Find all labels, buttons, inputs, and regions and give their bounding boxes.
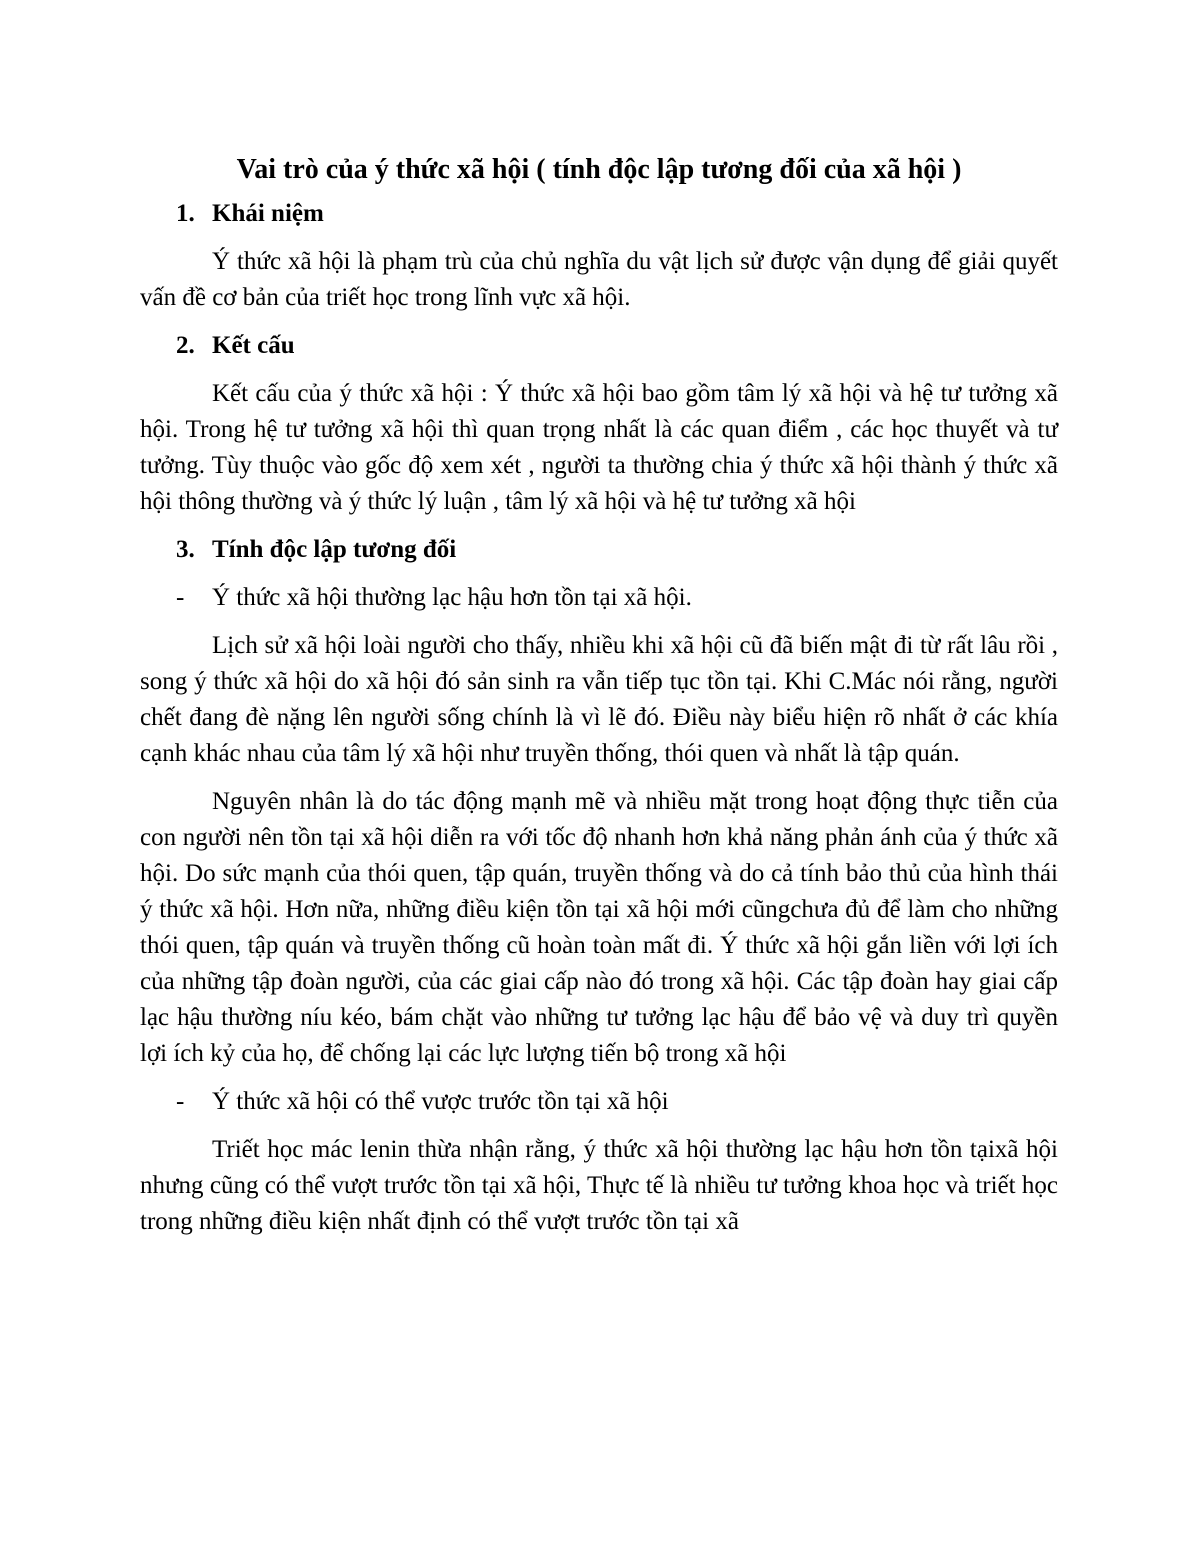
bullet-dash: - — [176, 1088, 185, 1115]
paragraph: Ý thức xã hội là phạm trù của chủ nghĩa du vật lịch sử được vận dụng để giải quyết vấn đề cơ bản của triết học trong lĩnh vực xã hội. — [140, 248, 1058, 311]
document-page — [140, 150, 1058, 1252]
section-heading-text: Kết cấu — [212, 332, 295, 359]
section-heading-relative-independence — [140, 532, 1058, 568]
bullet-item — [140, 1084, 1058, 1120]
section-heading-concept — [140, 196, 1058, 232]
section-number: 3. — [176, 536, 195, 563]
section-number: 1. — [176, 200, 195, 227]
section-heading-structure — [140, 328, 1058, 364]
bullet-text: Ý thức xã hội thường lạc hậu hơn tồn tại xã hội. — [212, 584, 692, 611]
bullet-text: Ý thức xã hội có thể vược trước tồn tại xã hội — [212, 1088, 669, 1115]
section-heading-text: Tính độc lập tương đối — [212, 536, 457, 563]
bullet-dash: - — [176, 584, 185, 611]
paragraph: Nguyên nhân là do tác động mạnh mẽ và nhiều mặt trong hoạt động thực tiễn của con người nên tồn tại xã hội diễn ra với tốc độ nhanh hơn khả năng phản ánh của ý thức xã hội. Do sức mạnh của thói quen, tập quán, truyền thống và do cả tính bảo thủ của hình thái ý thức xã hội. Hơn nữa, những điều kiện tồn tại xã hội mới cũngchưa đủ để làm cho những thói quen, tập quán và truyền thống cũ hoàn toàn mất đi. Ý thức xã hội gắn liền với lợi ích của những tập đoàn người, của các giai cấp nào đó trong xã hội. Các tập đoàn hay giai cấp lạc hậu thường níu kéo, bám chặt vào những tư tưởng lạc hậu để bảo vệ và duy trì quyền lợi ích kỷ của họ, để chống lại các lực lượng tiến bộ trong xã hội — [140, 788, 1058, 1067]
section-heading-text: Khái niệm — [212, 200, 324, 227]
document-title: Vai trò của ý thức xã hội ( tính độc lập tương đối của xã hội ) — [236, 154, 962, 185]
paragraph: Triết học mác lenin thừa nhận rằng, ý thức xã hội thường lạc hậu hơn tồn tạixã hội nhưng cũng có thể vượt trước tồn tại xã hội, Thực tế là nhiều tư tưởng khoa học và triết học trong những điều kiện nhất định có thể vượt trước tồn tại xã — [140, 1136, 1058, 1235]
section-number: 2. — [176, 332, 195, 359]
bullet-item — [140, 580, 1058, 616]
paragraph: Kết cấu của ý thức xã hội : Ý thức xã hội bao gồm tâm lý xã hội và hệ tư tưởng xã hội. Trong hệ tư tưởng xã hội thì quan trọng nhất là các quan điểm , các học thuyết và tư tưởng. Tùy thuộc vào gốc độ xem xét , người ta thường chia ý thức xã hội thành ý thức xã hội thông thường và ý thức lý luận , tâm lý xã hội và hệ tư tưởng xã hội — [140, 380, 1058, 515]
paragraph: Lịch sử xã hội loài người cho thấy, nhiều khi xã hội cũ đã biến mật đi từ rất lâu rồi , song ý thức xã hội do xã hội đó sản sinh ra vẫn tiếp tục tồn tại. Khi C.Mác nói rằng, người chết đang đè nặng lên người sống chính là vì lẽ đó. Điều này biểu hiện rõ nhất ở các khía cạnh khác nhau của tâm lý xã hội như truyền thống, thói quen và nhất là tập quán. — [140, 632, 1058, 767]
